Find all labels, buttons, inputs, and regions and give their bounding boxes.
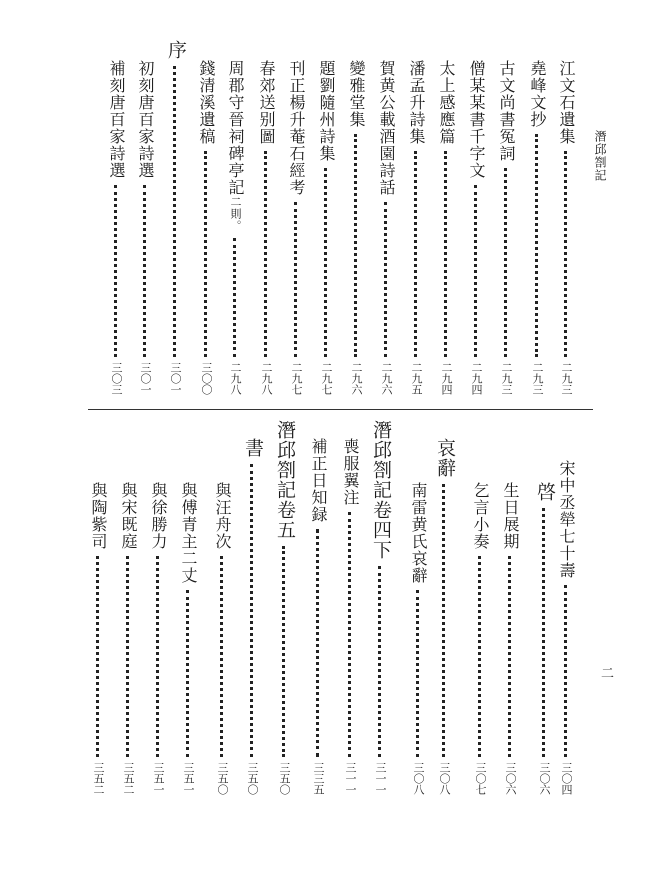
leader-dots	[542, 508, 545, 757]
entry-title: 喪服翼注	[341, 438, 360, 506]
entry-page-number: 三〇八	[412, 762, 425, 795]
entry-title: 太上感應篇	[437, 60, 456, 145]
leader-dots	[504, 168, 507, 357]
entry-title: 宋中丞犖七十壽	[557, 460, 576, 579]
entry-title: 賀黄公載酒園詩話	[377, 60, 396, 196]
entry-page-number: 三〇七	[474, 762, 487, 795]
entry-page-number: 三五〇	[246, 762, 259, 795]
leader-dots	[294, 202, 297, 357]
entry-title: 堯峰文抄	[528, 60, 547, 128]
entry-page-number: 三一一	[344, 762, 357, 795]
entry-page-number: 三五二	[122, 762, 135, 795]
leader-dots	[535, 134, 538, 357]
entry-title: 補正日知録	[309, 438, 328, 523]
leader-dots	[324, 168, 327, 357]
leader-dots	[156, 556, 159, 757]
leader-dots	[316, 529, 319, 757]
section-divider	[88, 409, 593, 410]
entry-page-number: 二九三	[500, 362, 513, 395]
leader-dots	[478, 556, 481, 757]
leader-dots	[414, 151, 417, 357]
leader-dots	[384, 202, 387, 357]
entry-page-number: 二九四	[470, 362, 483, 395]
entry-page-number: 三〇六	[538, 762, 551, 795]
entry-title: 生日展期	[501, 482, 520, 550]
entry-title: 補刻唐百家詩選	[107, 60, 126, 179]
leader-dots	[348, 512, 351, 757]
leader-dots	[354, 134, 357, 357]
entry-title: 序	[165, 40, 187, 60]
running-head: 潛邱劄記	[593, 130, 607, 182]
leader-dots	[282, 546, 285, 757]
entry-title: 潛邱劄記卷五	[274, 420, 296, 540]
entry-title: 南雷黄氏哀辭	[409, 482, 428, 584]
leader-dots	[264, 151, 267, 357]
entry-page-number: 三五二	[92, 762, 105, 795]
leader-dots	[233, 238, 236, 357]
leader-dots	[378, 566, 381, 757]
entry-title: 變雅堂集	[347, 60, 366, 128]
entry-title: 啓	[534, 482, 556, 502]
entry-page-number: 二九六	[380, 362, 393, 395]
leader-dots	[173, 66, 176, 357]
entry-page-number: 三五一	[182, 762, 195, 795]
entry-page-number: 二九四	[440, 362, 453, 395]
leader-dots	[220, 556, 223, 757]
leader-dots	[186, 590, 189, 757]
entry-page-number: 三〇六	[504, 762, 517, 795]
entry-page-number: 三五〇	[278, 762, 291, 795]
entry-page-number: 二九八	[260, 362, 273, 395]
leader-dots	[442, 484, 445, 757]
entry-title: 周郡守晉祠碑亭記二則。	[226, 60, 245, 232]
leader-dots	[474, 185, 477, 357]
entry-title: 錢清溪遺稿	[197, 60, 216, 145]
leader-dots	[114, 185, 117, 357]
leader-dots	[126, 556, 129, 757]
entry-page-number: 三〇三	[110, 362, 123, 395]
entry-page-number: 三五一	[152, 762, 165, 795]
entry-page-number: 三〇八	[438, 762, 451, 795]
entry-title: 與宋既庭	[119, 482, 138, 550]
entry-title: 初刻唐百家詩選	[136, 60, 155, 179]
leader-dots	[416, 590, 419, 757]
entry-page-number: 二九八	[229, 362, 242, 395]
leader-dots	[96, 556, 99, 757]
entry-page-number: 二九三	[531, 362, 544, 395]
entry-title: 刊正楊升菴石經考	[287, 60, 306, 196]
entry-page-number: 三〇一	[139, 362, 152, 395]
entry-title: 題劉隨州詩集	[317, 60, 336, 162]
entry-page-number: 三一一	[374, 762, 387, 795]
entry-page-number: 三〇四	[560, 762, 573, 795]
entry-title: 春郊送别圖	[257, 60, 276, 145]
entry-title: 潘孟升詩集	[407, 60, 426, 145]
entry-page-number: 三三五	[312, 762, 325, 795]
page-folio: 二	[598, 666, 613, 679]
entry-title: 潛邱劄記卷四下	[370, 420, 392, 560]
leader-dots	[564, 585, 567, 757]
entry-title: 與汪舟次	[213, 482, 232, 550]
entry-page-number: 三〇一	[169, 362, 182, 395]
entry-title: 江文石遺集	[557, 60, 576, 145]
entry-title: 乞言小奏	[471, 482, 490, 550]
leader-dots	[143, 185, 146, 357]
leader-dots	[564, 151, 567, 357]
entry-title: 僧某某書千字文	[467, 60, 486, 179]
entry-note: 二則。	[229, 196, 242, 232]
leader-dots	[444, 151, 447, 357]
entry-page-number: 二九三	[560, 362, 573, 395]
entry-page-number: 二九五	[410, 362, 423, 395]
entry-page-number: 三〇〇	[200, 362, 213, 395]
entry-page-number: 二九六	[350, 362, 363, 395]
entry-title: 哀辭	[434, 438, 456, 478]
entry-page-number: 二九七	[320, 362, 333, 395]
entry-page-number: 二九七	[290, 362, 303, 395]
entry-title: 與徐勝力	[149, 482, 168, 550]
entry-title: 與傅青主二丈	[179, 482, 198, 584]
entry-title: 書	[242, 438, 264, 458]
leader-dots	[508, 556, 511, 757]
entry-title: 與陶紫司	[89, 482, 108, 550]
entry-title: 古文尚書冤詞	[497, 60, 516, 162]
leader-dots	[204, 151, 207, 357]
leader-dots	[250, 464, 253, 757]
entry-page-number: 三五〇	[216, 762, 229, 795]
